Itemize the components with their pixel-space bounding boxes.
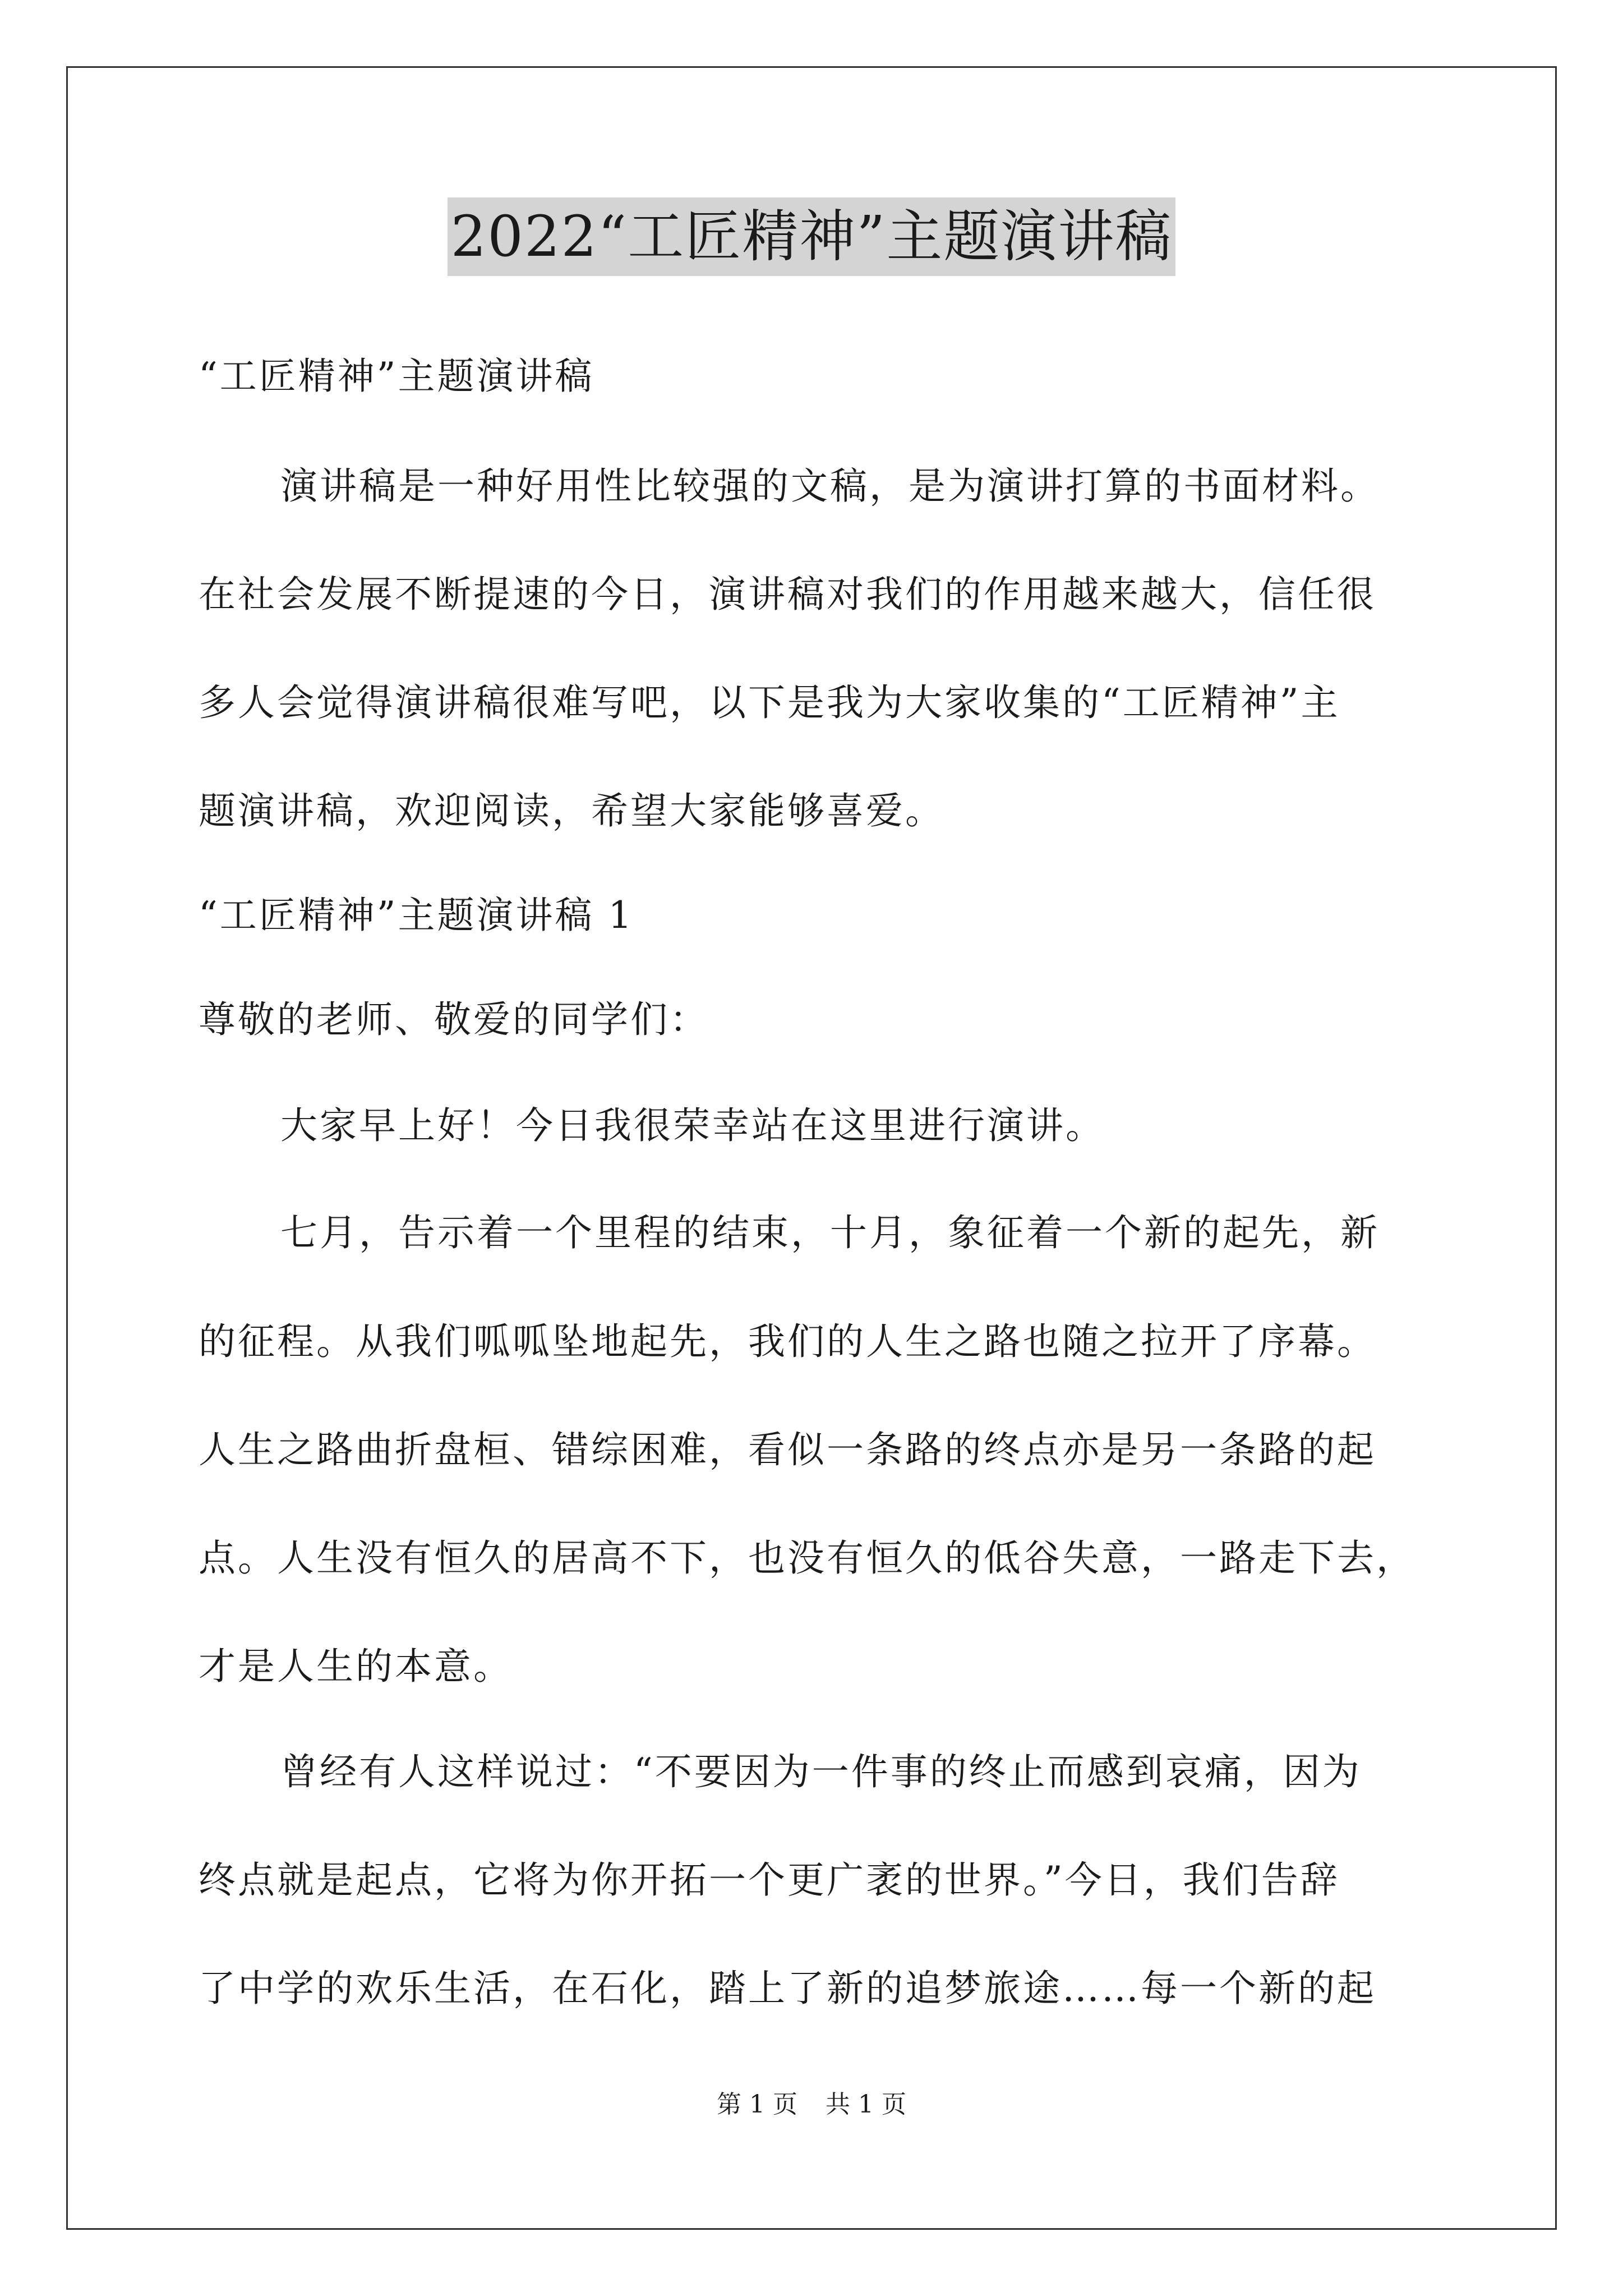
document-title: 2022“工匠精神”主题演讲稿 [448, 197, 1176, 276]
subtitle-line: “工匠精神”主题演讲稿 [199, 355, 594, 398]
salutation-line: 尊敬的老师、敬爱的同学们： [199, 998, 709, 1041]
body-line: 在社会发展不断提速的今日，演讲稿对我们的作用越来越大，信任很 [199, 573, 1376, 616]
page-total: 共 1 页 [826, 2090, 906, 2119]
body-line: 多人会觉得演讲稿很难写吧，以下是我为大家收集的“工匠精神”主 [199, 681, 1340, 724]
body-line: 点。人生没有恒久的居高不下，也没有恒久的低谷失意，一路走下去， [199, 1536, 1415, 1580]
body-line: 人生之路曲折盘桓、错综困难，看似一条路的终点亦是另一条路的起 [199, 1428, 1376, 1471]
body-line: 了中学的欢乐生活，在石化，踏上了新的追梦旅途……每一个新的起 [199, 1967, 1376, 2010]
body-line: 终点就是起点，它将为你开拓一个更广袤的世界。”今日，我们告辞 [199, 1858, 1340, 1902]
page-number: 第 1 页 [717, 2090, 797, 2119]
title-container [0, 197, 1623, 276]
page-footer [0, 2088, 1623, 2122]
body-line: 的征程。从我们呱呱坠地起先，我们的人生之路也随之拉开了序幕。 [199, 1320, 1376, 1363]
body-line: 题演讲稿，欢迎阅读，希望大家能够喜爱。 [199, 789, 944, 832]
body-line: 曾经有人这样说过：“不要因为一件事的终止而感到哀痛，因为 [280, 1750, 1362, 1793]
body-line: 大家早上好！今日我很荣幸站在这里进行演讲。 [280, 1104, 1105, 1147]
body-line: 演讲稿是一种好用性比较强的文稿，是为演讲打算的书面材料。 [280, 464, 1380, 508]
body-line: 才是人生的本意。 [199, 1645, 513, 1688]
section-heading: “工匠精神”主题演讲稿 1 [199, 894, 634, 937]
body-line: 七月，告示着一个里程的结束，十月，象征着一个新的起先，新 [280, 1211, 1380, 1254]
